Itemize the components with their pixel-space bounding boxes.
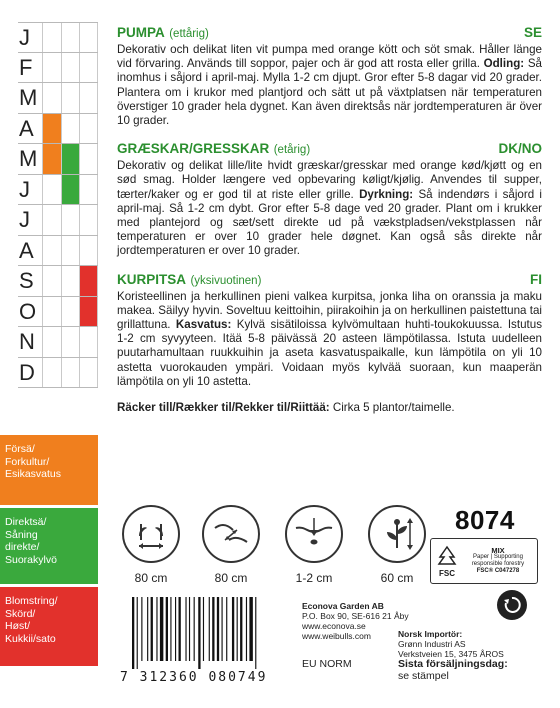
- sowing-calendar: [18, 22, 98, 388]
- month-letter: A: [19, 115, 34, 141]
- calendar-cell: [61, 53, 80, 83]
- barcode-digits: 7 312360 080749: [120, 670, 268, 685]
- calendar-cell: [79, 175, 98, 205]
- plant-spacing-icon: [202, 505, 260, 563]
- barcode-bar: [240, 597, 242, 661]
- section-header: [117, 140, 542, 158]
- fsc-text: MIX Paper | Supporting responsible forestry FSC® C047278: [471, 546, 525, 574]
- calendar-cell: [42, 175, 61, 205]
- month-letter: D: [19, 359, 35, 385]
- calendar-month-row: [18, 114, 98, 145]
- month-letter: J: [19, 207, 30, 232]
- calendar-cell: [61, 23, 80, 52]
- calendar-cell: [61, 175, 80, 205]
- barcode-bar: [194, 597, 195, 661]
- section-header: [117, 24, 542, 42]
- calendar-cell: [79, 297, 98, 327]
- row-spacing-icon: [122, 505, 180, 563]
- calendar-cell: [79, 114, 98, 144]
- barcode-bar: [222, 597, 223, 661]
- month-letter: J: [19, 25, 30, 50]
- barcode-bar: [151, 597, 153, 661]
- calendar-cell: [79, 358, 98, 388]
- fsc-tree-icon: FSC: [433, 545, 461, 578]
- calendar-cell: [42, 236, 61, 266]
- month-letter: M: [19, 146, 38, 171]
- calendar-cell: [61, 144, 80, 174]
- calendar-month-row: [18, 297, 98, 328]
- calendar-month-row: [18, 144, 98, 175]
- barcode-bar: [232, 597, 234, 661]
- section-fi: [117, 271, 542, 389]
- legend-line: Høst/: [5, 620, 31, 632]
- description-area: [117, 24, 542, 414]
- barcode-bar: [226, 597, 227, 661]
- barcode-bar: [237, 597, 238, 661]
- barcode-bar: [166, 597, 168, 661]
- month-letter: M: [19, 85, 38, 110]
- calendar-cell: [61, 83, 80, 113]
- legend-line: Kukkii/sato: [5, 632, 56, 645]
- section-subtitle: (etårig): [273, 144, 311, 157]
- barcode-bar: [189, 597, 190, 661]
- barcode-bar: [255, 597, 256, 669]
- legend-line: Blomstring/: [5, 595, 58, 607]
- barcode-bar: [132, 597, 134, 669]
- section-body: Koristeellinen ja herkullinen pieni valkea kurpitsa, jonka liha on oranssia ja maku makea. Säilyy hyvin. Soveltuu keittoihin, piirakoihin ja on herkullinen paistettuna tai grillattuna. Kasvatus: Kylvä sisätiloissa kylvömultaan huhti-toukokuussa. Istutus 1-2 cm syvyyteen. Itää 5-8 päivässä 20 asteen lämpötilassa. Istuta uudelleen puutarhamultaan ruukkuihin ja aseta kasvatuspaikalle, kun lämpötila on yli 10 astetta vuorokauden ympäri. Voidaan myös kylvää suoraan, kun maaperän lämpötila on yli 10 astetta.: [117, 289, 542, 388]
- section-dk-no: [117, 140, 542, 258]
- legend-line: Såning: [5, 528, 38, 541]
- month-letter: J: [19, 176, 30, 202]
- barcode-bar: [160, 597, 163, 661]
- calendar-cell: [42, 114, 61, 144]
- recycle-icon: [497, 590, 527, 620]
- barcode: [128, 597, 288, 669]
- section-subtitle: (yksivuotinen): [190, 274, 262, 287]
- cultivation-icons: [116, 505, 436, 585]
- section-subtitle: (ettårig): [169, 28, 209, 40]
- barcode-bar: [185, 597, 186, 661]
- yield-info: Räcker till/Rækker til/Rekker til/Riittää: Cirka 5 plantor/taimelle.: [117, 401, 455, 415]
- calendar-cell: [79, 266, 98, 296]
- language-code: SE: [523, 25, 542, 40]
- calendar-cell: [79, 144, 98, 174]
- company-info: Econova Garden AB P.O. Box 90, SE-616 21 Åby www.econova.se www.weibulls.com: [302, 601, 409, 641]
- section-body: Dekorativ og delikat lille/lite hvidt græskar/gresskar med orange kød/kjøtt og en sød smag. Holder længere ved opbevaring køligt/kjølig. Anvendes til supper, tærter/kaker og er god til at riste eller grille. Dyrkning: Så indendørs i såjord i april-maj. Så 1-2 cm dybt. Gror efter 5-8 dage ved 20 grader. Plant om i krukker med plantejord og sæt/sett direkte ud på vækstpladsen/vekstplassen når temperaturen er over 10 grader hele døgnet. Kan også sås direkte når jordtemperaturen er over 10 grader.: [117, 159, 542, 258]
- language-code: DK/NO: [498, 141, 542, 157]
- month-letter: N: [19, 329, 35, 354]
- calendar-cell: [42, 83, 61, 113]
- legend-line: Direktsä/: [5, 516, 47, 528]
- legend-line: Skörd/: [5, 607, 36, 620]
- calendar-month-row: [18, 22, 98, 53]
- section-body: Dekorativ och delikat liten vit pumpa med orange kött och söt smak. Håller länge vid förvaring. Används till soppor, pajer och är god att rosta eller grilla. Odling: Så inomhus i såjord i april-maj. Mylla 1-2 cm djupt. Gror efter 5-8 dagar vid 20 grader. Plantera om i krukor med plantjord och sätt ut på växtplatsen när temperaturen överstiger 10 grader hela dygnet. Kan även direktsås när jordtemperaturen är över 10 grader.: [117, 43, 542, 128]
- calendar-cell: [42, 205, 61, 235]
- calendar-cell: [61, 358, 80, 388]
- icon-label: 80 cm: [134, 571, 168, 585]
- legend-direct-sowing: [0, 508, 98, 584]
- icon-label: 60 cm: [380, 571, 414, 585]
- barcode-bar: [147, 597, 148, 661]
- calendar-month-row: [18, 236, 98, 267]
- barcode-bar: [198, 597, 200, 669]
- barcode-bar: [209, 597, 210, 661]
- calendar-month-row: [18, 205, 98, 236]
- barcode-bar: [141, 597, 142, 661]
- last-sale-date: Sista försäljningsdag: se stämpel: [398, 658, 508, 682]
- calendar-cell: [79, 205, 98, 235]
- legend-line: direkte/: [5, 541, 40, 553]
- calendar-cell: [79, 23, 98, 52]
- plant-height-icon: [368, 505, 426, 563]
- month-letter: A: [19, 237, 34, 263]
- calendar-cell: [61, 114, 80, 144]
- calendar-cell: [42, 266, 61, 296]
- calendar-cell: [79, 236, 98, 266]
- calendar-cell: [79, 83, 98, 113]
- calendar-month-row: [18, 53, 98, 84]
- section-title: GRÆSKAR/GRESSKAR: [117, 141, 270, 157]
- legend-bloom-harvest: [0, 587, 98, 666]
- calendar-cell: [42, 358, 61, 388]
- legend-sowing: [0, 435, 98, 505]
- barcode-bar: [175, 597, 176, 661]
- barcode-bar: [156, 597, 157, 661]
- legend-line: Forkultur/: [5, 455, 50, 468]
- section-se: [117, 24, 542, 128]
- calendar-cell: [42, 23, 61, 52]
- icon-label: 80 cm: [214, 571, 248, 585]
- calendar-month-row: [18, 358, 98, 389]
- calendar-cell: [61, 327, 80, 357]
- calendar-cell: [79, 327, 98, 357]
- calendar-cell: [61, 236, 80, 266]
- barcode-bar: [137, 597, 138, 669]
- sowing-depth-icon: [285, 505, 343, 563]
- section-title: KURPITSA: [117, 271, 187, 287]
- barcode-bar: [217, 597, 219, 661]
- calendar-cell: [42, 297, 61, 327]
- calendar-cell: [42, 327, 61, 357]
- product-number: 8074: [455, 505, 515, 535]
- month-letter: O: [19, 298, 37, 324]
- calendar-month-row: [18, 327, 98, 358]
- calendar-cell: [61, 297, 80, 327]
- importer-info: Norsk Importör: Grønn Industri AS Verkstveien 15, 3475 ÅROS: [398, 629, 504, 659]
- icon-label: 1-2 cm: [295, 571, 333, 585]
- calendar-cell: [61, 266, 80, 296]
- eu-norm: EU NORM: [302, 658, 352, 670]
- icon-item: [116, 505, 186, 585]
- legend-line: Suorakylvö: [5, 553, 57, 566]
- calendar-cell: [79, 53, 98, 83]
- barcode-bar: [170, 597, 171, 661]
- legend-line: Försä/: [5, 443, 35, 455]
- legend-line: Esikasvatus: [5, 468, 62, 480]
- month-letter: S: [19, 268, 34, 293]
- calendar-cell: [42, 53, 61, 83]
- calendar-month-row: [18, 83, 98, 114]
- barcode-bar: [212, 597, 214, 661]
- barcode-bar: [249, 597, 252, 661]
- month-letter: F: [19, 54, 33, 80]
- barcode-bar: [246, 597, 247, 661]
- icon-item: [279, 505, 349, 585]
- barcode-bar: [179, 597, 181, 661]
- section-header: [117, 271, 542, 289]
- language-code: FI: [530, 271, 542, 287]
- section-title: PUMPA: [117, 25, 165, 40]
- calendar-cell: [42, 144, 61, 174]
- calendar-month-row: [18, 175, 98, 206]
- calendar-month-row: [18, 266, 98, 297]
- fsc-label: [430, 538, 538, 584]
- calendar-cell: [61, 205, 80, 235]
- icon-item: [362, 505, 432, 585]
- barcode-bar: [203, 597, 204, 661]
- icon-item: [196, 505, 266, 585]
